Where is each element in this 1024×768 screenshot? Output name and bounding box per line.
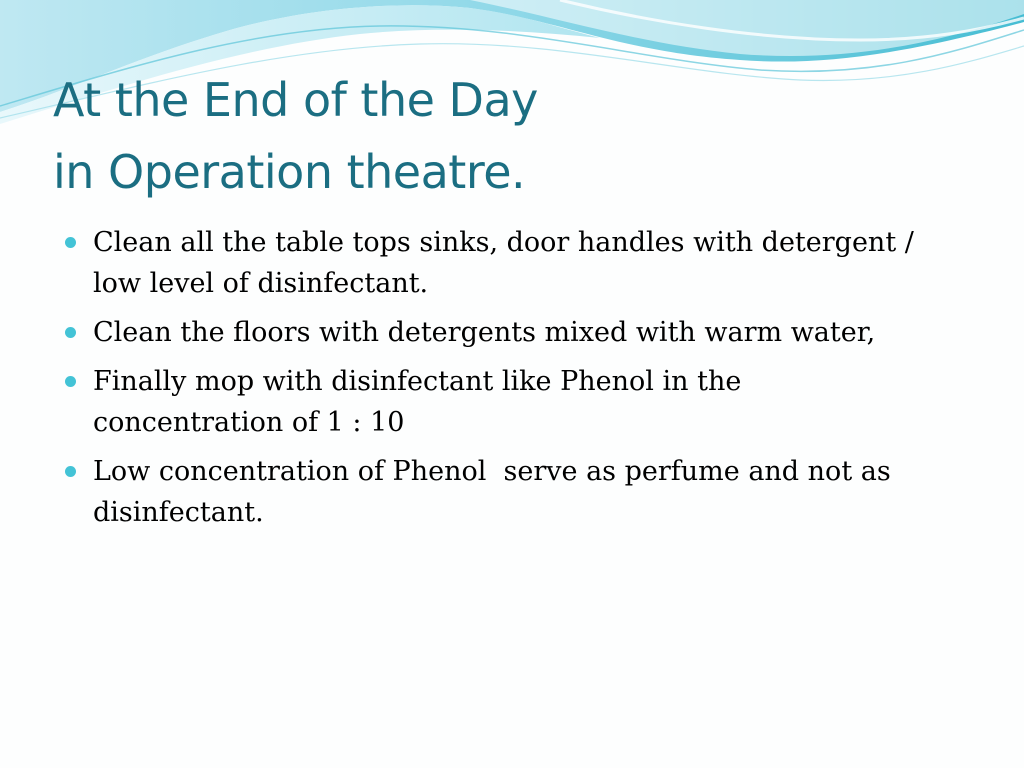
title-line-1: At the End of the Day [53, 73, 538, 127]
bullet-dot-icon [65, 327, 76, 338]
bullet-text-line: concentration of 1 : 10 [93, 407, 405, 438]
bullet-dot-icon [65, 466, 76, 477]
bullet-text-line: Finally mop with disinfectant like Phenol in the [93, 366, 742, 397]
bullet-list [62, 222, 972, 541]
bullet-item [62, 312, 972, 353]
slide-title [53, 64, 953, 208]
title-line-2: in Operation theatre. [53, 145, 526, 199]
bullet-text-line: Clean all the table tops sinks, door handles with detergent / [93, 227, 914, 258]
bullet-dot-icon [65, 376, 76, 387]
bullet-text-line: Low concentration of Phenol serve as perfume and not as [93, 456, 891, 487]
bullet-dot-icon [65, 237, 76, 248]
bullet-item [62, 222, 972, 304]
bullet-text-line: low level of disinfectant. [93, 268, 429, 299]
bullet-text-line: Clean the floors with detergents mixed with warm water, [93, 317, 876, 348]
bullet-text-line: disinfectant. [93, 497, 264, 528]
bullet-item [62, 361, 972, 443]
bullet-item [62, 451, 972, 533]
